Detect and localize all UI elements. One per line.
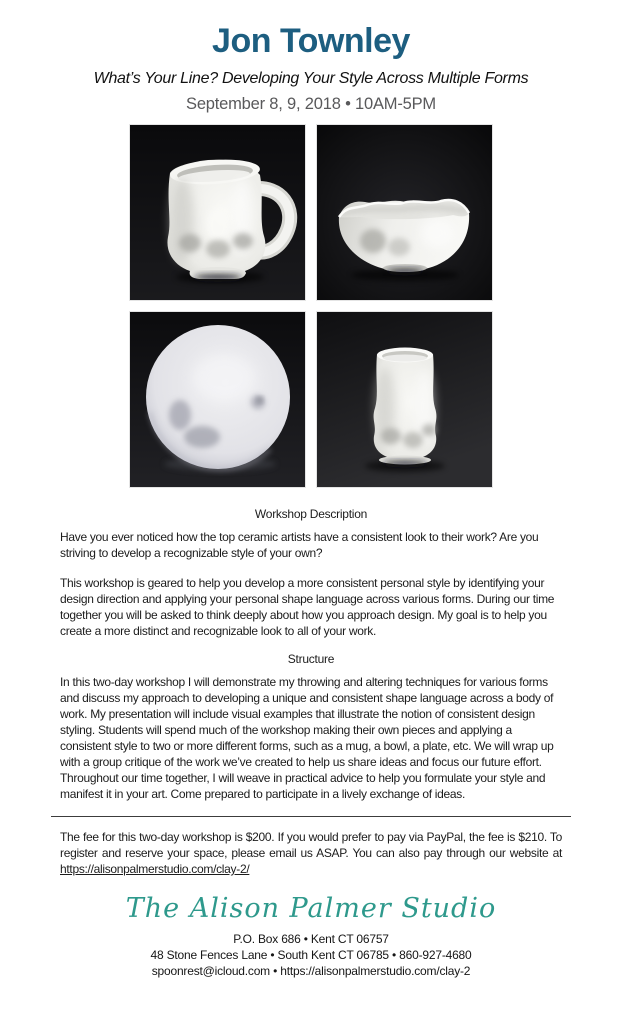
fee-paragraph [60,829,562,877]
studio-name: The Alison Palmer Studio [125,893,497,924]
structure-paragraph: In this two-day workshop I will demonstrate my throwing and altering techniques for various forms and discuss my approach to developing a unique and consistent shape language across a body of work. My presentation will include visual examples that illustrate the notion of consistent design styling. Students will spend much of the workshop making their own pieces and applying a consistent style to two or more different forms, such as a mug, a bowl, a plate, etc. We will wrap up with a group critique of the work we’ve created to help us share ideas and focus our future effort. Throughout our time together, I will weave in practical advice to help you formulate your style and manifest it in your art. Come prepared to participate in a lively exchange of ideas. [60,675,554,801]
section-heading-structure: Structure [287,652,335,666]
photo-dimpled-mug [130,125,305,300]
registration-link[interactable]: https://alisonpalmerstudio.com/clay-2/ [60,862,250,876]
photo-dimpled-bowl [317,125,492,300]
footer-address-line1: P.O. Box 686 • Kent CT 06757 [233,932,389,946]
photo-gallery [130,125,492,487]
workshop-dates: September 8, 9, 2018 • 10AM-5PM [186,95,436,113]
footer-address [0,931,622,979]
footer-contact-line: spoonrest@icloud.com • https://alisonpalmerstudio.com/clay-2 [151,964,471,978]
divider [51,816,571,817]
footer-address-line2: 48 Stone Fences Lane • South Kent CT 06785 • 860-927-4680 [150,948,472,962]
workshop-description-paragraph-1: Have you ever noticed how the top ceramic artists have a consistent look to their work? Are you striving to develop a recognizable style of your own? [60,530,539,560]
photo-dimpled-tumbler [317,312,492,487]
workshop-description-paragraph-2: This workshop is geared to help you develop a more consistent personal style by identifying your design direction and applying your personal shape language across various forms. During our time together you will be asked to think deeply about how you approach design. My goal is to help you create a more distinct and recognizable look to all of your work. [60,576,555,638]
page-title: Jon Townley [212,22,410,60]
fee-text: The fee for this two-day workshop is $200. If you would prefer to pay via PayPal, the fee is $210. To register and reserve your space, please email us ASAP. You can also pay through our website at [60,830,562,860]
workshop-subtitle: What’s Your Line? Developing Your Style Across Multiple Forms [93,70,529,87]
photo-dimpled-plate [130,312,305,487]
section-heading-workshop-description: Workshop Description [254,507,368,521]
